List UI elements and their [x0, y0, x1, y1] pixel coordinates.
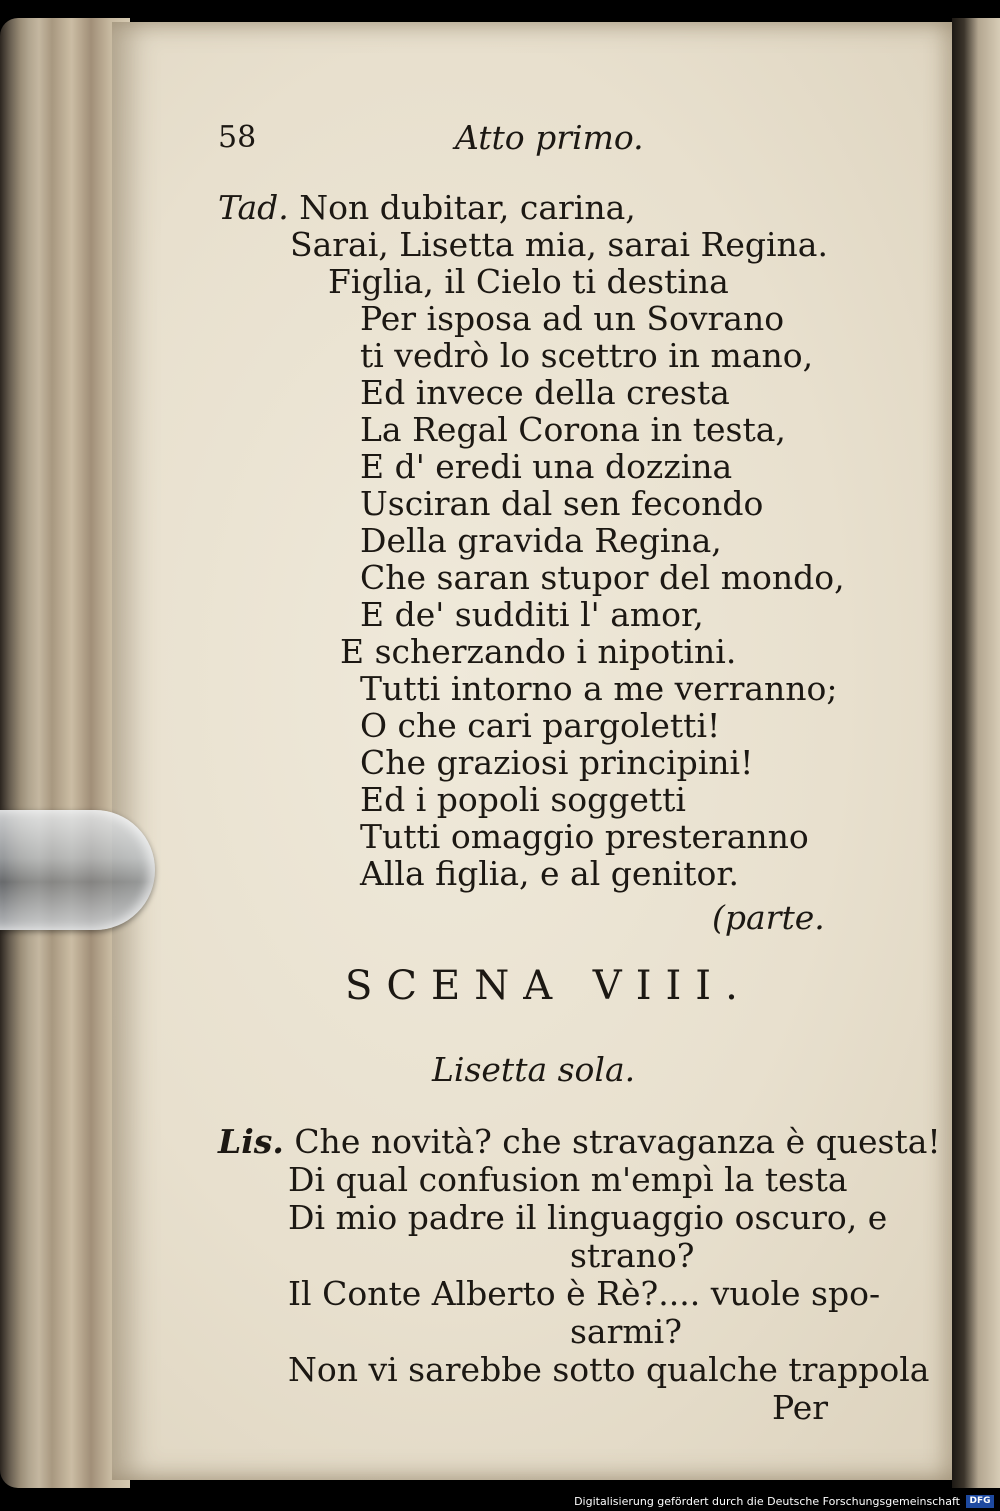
speaker-name: Tad.: [218, 188, 289, 227]
verse-line: E d' eredi una dozzina: [360, 447, 733, 486]
verse-text: Non dubitar, carina,: [299, 188, 636, 227]
footer-credit: Digitalisierung gefördert durch die Deutsche Forschungsgemeinschaft: [574, 1495, 960, 1508]
running-title: Atto primo.: [455, 118, 644, 157]
page-number: 58: [218, 120, 257, 155]
verse-line: Non vi sarebbe sotto qualche trappola: [288, 1350, 930, 1389]
verse-line: Sarai, Lisetta mia, sarai Regina.: [290, 225, 828, 264]
dfg-logo: DFG: [966, 1495, 994, 1508]
verse-line: Di mio padre il linguaggio oscuro, e: [288, 1198, 888, 1237]
scene-heading: SCENA VIII.: [345, 963, 752, 1009]
verse-line: ti vedrò lo scettro in mano,: [360, 336, 814, 375]
verse-line: [218, 1124, 941, 1160]
verse-line: Usciran dal sen fecondo: [360, 484, 764, 523]
scene-subtitle: Lisetta sola.: [432, 1050, 636, 1089]
book-fore-edge: [0, 18, 130, 1488]
verse-line: Della gravida Regina,: [360, 521, 722, 560]
verse-line: [218, 190, 636, 226]
verse-line: Tutti omaggio presteranno: [360, 817, 809, 856]
speaker-name: Lis.: [218, 1122, 284, 1161]
verse-line: Che saran stupor del mondo,: [360, 558, 845, 597]
page-clip: [0, 810, 155, 930]
verse-text: Che novità? che stravaganza è questa!: [294, 1122, 941, 1161]
verse-line: O che cari pargoletti!: [360, 706, 721, 745]
verse-line: strano?: [570, 1236, 695, 1275]
verse-line: E scherzando i nipotini.: [340, 632, 737, 671]
facing-page-edge: [952, 18, 1000, 1488]
verse-line: Ed invece della cresta: [360, 373, 730, 412]
verse-line: Ed i popoli soggetti: [360, 780, 686, 819]
verse-line: Alla figlia, e al genitor.: [360, 854, 739, 893]
verse-line: Il Conte Alberto è Rè?.... vuole spo-: [288, 1274, 881, 1313]
verse-line: sarmi?: [570, 1312, 682, 1351]
verse-line: Figlia, il Cielo ti destina: [328, 262, 729, 301]
stage-direction: (parte.: [712, 898, 825, 937]
verse-line: Di qual confusion m'empì la testa: [288, 1160, 848, 1199]
verse-line: Che graziosi principini!: [360, 743, 754, 782]
verse-line: Tutti intorno a me verranno;: [360, 669, 838, 708]
catchword: Per: [772, 1388, 829, 1427]
verse-line: Per isposa ad un Sovrano: [360, 299, 785, 338]
verse-line: E de' sudditi l' amor,: [360, 595, 704, 634]
verse-line: La Regal Corona in testa,: [360, 410, 786, 449]
